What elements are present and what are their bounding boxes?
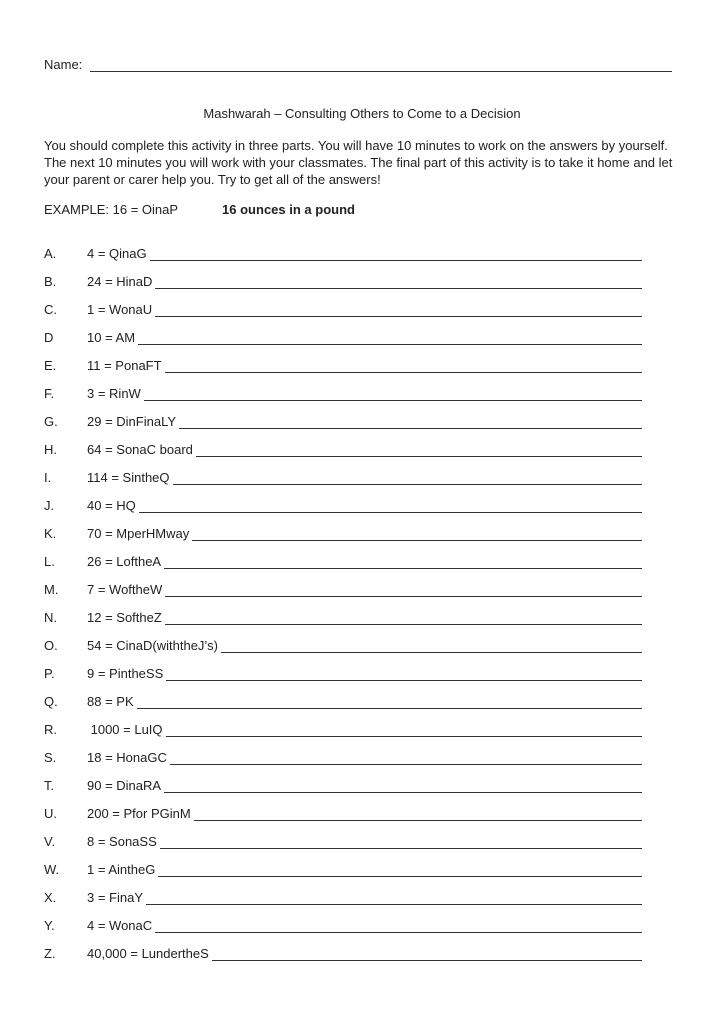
question-letter: R. [44,722,57,737]
question-clue: 26 = LoftheA [87,554,162,569]
example-answer: 16 ounces in a pound [222,202,355,217]
answer-blank[interactable] [139,498,642,513]
name-row [44,57,672,72]
question-letter: M. [44,582,59,597]
question-row [44,638,642,666]
question-row [44,750,642,778]
answer-blank[interactable] [164,778,642,793]
answer-blank[interactable] [173,470,642,485]
question-clue: 4 = QinaG [87,246,147,261]
question-clue: 18 = HonaGC [87,750,167,765]
question-clue: 8 = SonaSS [87,834,157,849]
answer-blank[interactable] [165,358,642,373]
question-clue: 90 = DinaRA [87,778,162,793]
question-row [44,274,642,302]
page-title: Mashwarah – Consulting Others to Come to a Decision [203,106,521,121]
question-row [44,806,642,834]
question-letter: V. [44,834,56,849]
answer-blank[interactable] [166,666,642,681]
answer-blank[interactable] [196,442,642,457]
answer-blank[interactable] [192,526,642,541]
question-letter: F. [44,386,55,401]
question-clue: 54 = CinaD(withtheJ’s) [87,638,218,653]
question-row [44,498,642,526]
question-letter: D [44,330,54,345]
question-clue: 1 = AintheG [87,862,156,877]
question-row [44,246,642,274]
question-letter: S. [44,750,57,765]
question-row [44,414,642,442]
question-row [44,386,642,414]
answer-blank[interactable] [170,750,642,765]
question-clue: 29 = DinFinaLY [87,414,177,429]
question-letter: Q. [44,694,58,709]
question-row [44,526,642,554]
question-clue: 40 = HQ [87,498,136,513]
answer-blank[interactable] [179,414,642,429]
question-letter: I. [44,470,52,485]
answer-blank[interactable] [155,918,642,933]
question-row [44,302,642,330]
question-letter: T. [44,778,55,793]
answer-blank[interactable] [165,582,642,597]
answer-blank[interactable] [137,694,642,709]
question-row [44,918,642,946]
question-letter: B. [44,274,57,289]
answer-blank[interactable] [150,246,642,261]
answer-blank[interactable] [160,834,642,849]
question-letter: A. [44,246,57,261]
question-clue: 10 = AM [87,330,136,345]
question-list [44,246,642,974]
question-letter: U. [44,806,57,821]
answer-blank[interactable] [158,862,642,877]
question-clue: 12 = SoftheZ [87,610,162,625]
question-clue: 24 = HinaD [87,274,153,289]
answer-blank[interactable] [144,386,642,401]
question-clue: 200 = Pfor PGinM [87,806,191,821]
question-row [44,582,642,610]
question-letter: Z. [44,946,56,961]
example-prompt: EXAMPLE: 16 = OinaP [44,202,179,217]
question-letter: X. [44,890,57,905]
question-row [44,610,642,638]
question-clue: 1000 = LuIQ [87,722,163,737]
question-row [44,358,642,386]
question-clue: 114 = SintheQ [87,470,170,485]
question-row [44,834,642,862]
answer-blank[interactable] [194,806,642,821]
question-row [44,946,642,974]
question-row [44,722,642,750]
example [44,202,355,217]
answer-blank[interactable] [146,890,642,905]
question-letter: Y. [44,918,55,933]
answer-blank[interactable] [155,302,642,317]
question-clue: 4 = WonaC [87,918,153,933]
question-row [44,694,642,722]
question-row [44,554,642,582]
question-letter: O. [44,638,58,653]
answer-blank[interactable] [212,946,642,961]
question-letter: L. [44,554,55,569]
name-blank[interactable] [90,57,672,72]
question-letter: N. [44,610,57,625]
question-clue: 64 = SonaC board [87,442,193,457]
answer-blank[interactable] [165,610,642,625]
question-letter: W. [44,862,60,877]
question-row [44,862,642,890]
answer-blank[interactable] [166,722,642,737]
question-letter: C. [44,302,57,317]
answer-blank[interactable] [164,554,642,569]
question-letter: G. [44,414,58,429]
question-row [44,470,642,498]
question-letter: E. [44,358,57,373]
question-row [44,778,642,806]
question-letter: J. [44,498,55,513]
question-row [44,330,642,358]
instructions: You should complete this activity in three parts. You will have 10 minutes to work on the answers by yourself. The next 10 minutes you will work with your classmates. The final part of this activity is to take it home and let your parent or carer help you. Try to get all of the answers! [44,138,673,187]
question-row [44,666,642,694]
question-row [44,890,642,918]
question-clue: 1 = WonaU [87,302,153,317]
question-clue: 70 = MperHMway [87,526,190,541]
answer-blank[interactable] [155,274,642,289]
answer-blank[interactable] [138,330,642,345]
question-clue: 3 = FinaY [87,890,144,905]
question-letter: H. [44,442,57,457]
name-label: Name: [44,57,83,72]
question-clue: 7 = WoftheW [87,582,163,597]
question-clue: 3 = RinW [87,386,141,401]
question-letter: K. [44,526,57,541]
question-clue: 11 = PonaFT [87,358,162,373]
answer-blank[interactable] [221,638,642,653]
question-clue: 9 = PintheSS [87,666,164,681]
question-clue: 40,000 = LundertheS [87,946,209,961]
question-letter: P. [44,666,55,681]
question-row [44,442,642,470]
question-clue: 88 = PK [87,694,134,709]
